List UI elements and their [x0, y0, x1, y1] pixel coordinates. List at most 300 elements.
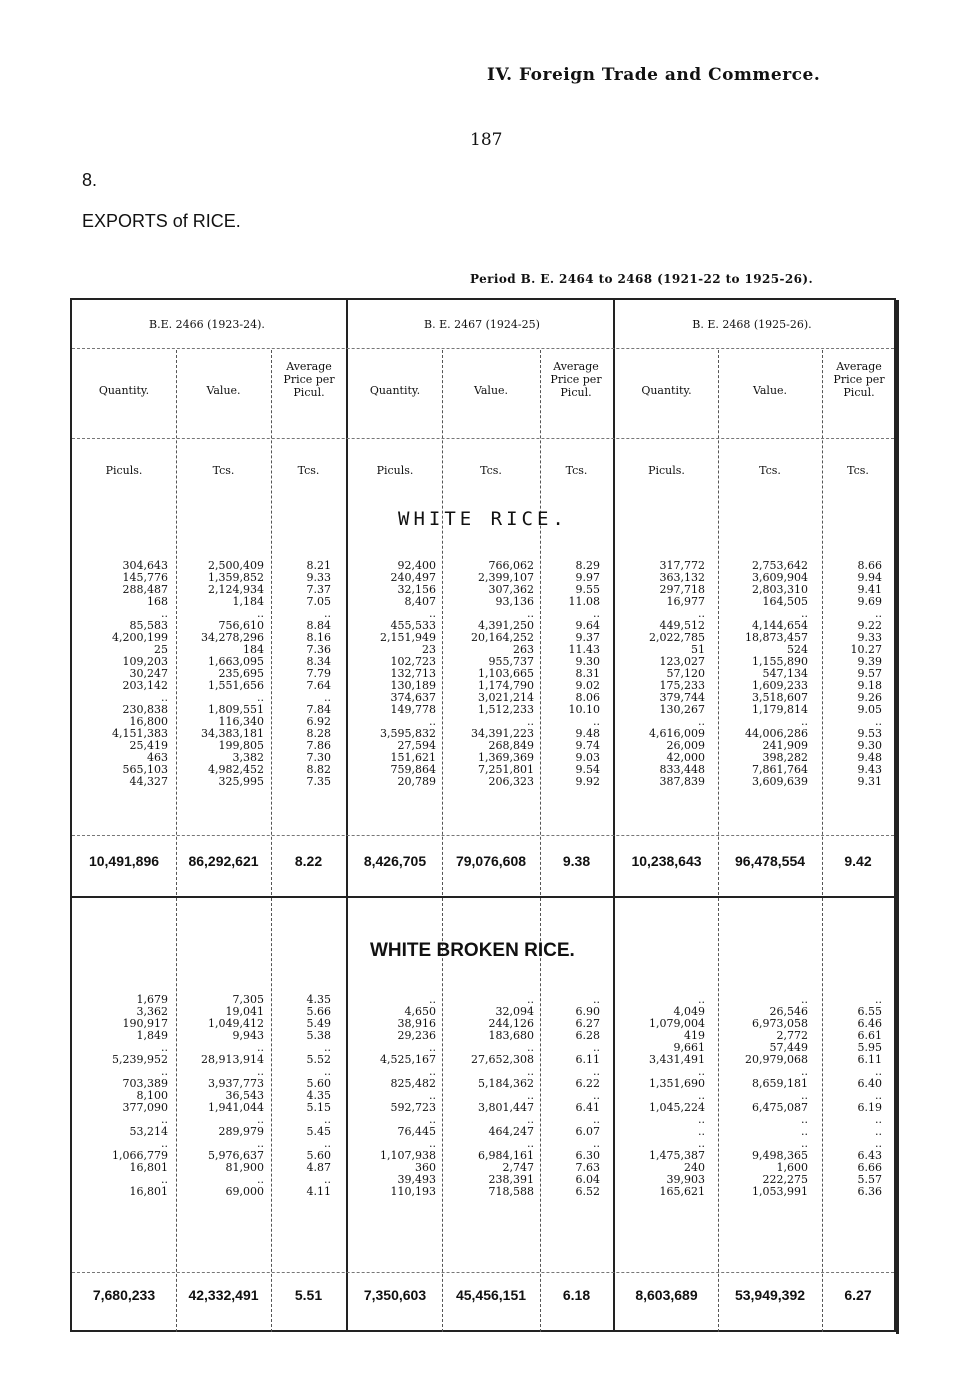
table-cell: 222,275 [762, 1173, 808, 1186]
table-cell: 3,362 [136, 1005, 168, 1018]
table-cell: 81,900 [225, 1161, 264, 1174]
table-cell: 360 [415, 1161, 436, 1174]
table-cell: .. [527, 1041, 534, 1054]
table-cell: 547,134 [762, 667, 808, 680]
table-cell: .. [801, 993, 808, 1006]
table-cell: .. [698, 715, 705, 728]
table-cell: 3,021,214 [478, 691, 534, 704]
table-cell: 53,214 [129, 1125, 168, 1138]
table-cell: 20,789 [397, 775, 436, 788]
table-cell: 9.41 [857, 583, 882, 596]
wr-total-2467-avg: 9.38 [562, 853, 591, 869]
table-cell: .. [593, 715, 600, 728]
table-cell: 2,151,949 [380, 631, 436, 644]
table-cell: 9.92 [575, 775, 600, 788]
table-cell: 123,027 [659, 655, 705, 668]
table-cell: .. [875, 1065, 882, 1078]
table-cell: 3,431,491 [649, 1053, 705, 1066]
wbr-2467-value [442, 994, 534, 1198]
table-cell: 398,282 [762, 751, 808, 764]
white-broken-rice-title: WHITE BROKEN RICE. [370, 940, 575, 961]
table-cell: .. [257, 691, 264, 704]
table-cell: 6.46 [857, 1017, 882, 1030]
table-cell: 34,278,296 [201, 631, 264, 644]
table-cell: 34,391,223 [471, 727, 534, 740]
table-cell: .. [257, 1065, 264, 1078]
table-cell: 23 [422, 643, 436, 656]
year-header-2467: B. E. 2467 (1924-25) [424, 318, 540, 331]
table-cell: 263 [513, 643, 534, 656]
table-cell: 16,801 [129, 1161, 168, 1174]
table-cell: 9.33 [857, 631, 882, 644]
table-cell: 1,369,369 [478, 751, 534, 764]
table-cell: 27,652,308 [471, 1053, 534, 1066]
table-cell: 2,772 [776, 1029, 808, 1042]
table-cell: 199,805 [218, 739, 264, 752]
table-cell: 6.07 [575, 1125, 600, 1138]
table-cell: 1,679 [136, 993, 168, 1006]
table-cell: 2,500,409 [208, 559, 264, 572]
table-cell: 165,621 [659, 1185, 705, 1198]
total-divider [72, 835, 894, 836]
table-cell: 7,251,801 [478, 763, 534, 776]
table-cell: .. [593, 1137, 600, 1150]
table-cell: 6.43 [857, 1149, 882, 1162]
table-cell: 4,616,009 [649, 727, 705, 740]
table-cell: 4.11 [306, 1185, 331, 1198]
table-cell: 387,839 [659, 775, 705, 788]
table-cell: 5,239,952 [112, 1053, 168, 1066]
table-cell: 20,979,068 [745, 1053, 808, 1066]
table-cell: 25 [154, 643, 168, 656]
table-cell: 463 [147, 751, 168, 764]
table-cell: 449,512 [659, 619, 705, 632]
table-cell: 9.31 [857, 775, 882, 788]
wbr-2466-quantity [72, 994, 168, 1198]
table-cell: 34,383,181 [201, 727, 264, 740]
table-cell: 8,407 [404, 595, 436, 608]
table-cell: .. [161, 1041, 168, 1054]
wbr-total-2466-quantity: 7,680,233 [92, 1287, 156, 1303]
table-cell: 1,359,852 [208, 571, 264, 584]
table-cell: 565,103 [122, 763, 168, 776]
table-cell: .. [161, 1173, 168, 1186]
table-cell: .. [801, 1065, 808, 1078]
unit-quantity: Piculs. [648, 464, 685, 477]
table-cell: .. [801, 1113, 808, 1126]
table-cell: .. [698, 1065, 705, 1078]
table-cell: 6.11 [857, 1053, 882, 1066]
table-cell: 1,053,991 [752, 1185, 808, 1198]
table-cell: 524 [787, 643, 808, 656]
table-cell: 8.34 [306, 655, 331, 668]
table-cell: 4.87 [306, 1161, 331, 1174]
col-header-value: Value. [473, 384, 509, 397]
table-cell: 102,723 [390, 655, 436, 668]
table-cell: 8.82 [306, 763, 331, 776]
table-cell: 110,193 [390, 1185, 436, 1198]
table-cell: .. [698, 993, 705, 1006]
table-cell: .. [875, 1137, 882, 1150]
col-header-value: Value. [752, 384, 788, 397]
table-cell: 28,913,914 [201, 1053, 264, 1066]
wr-total-2466-avg: 8.22 [294, 853, 323, 869]
wbr-2467-avg [540, 994, 600, 1198]
table-cell: 25,419 [129, 739, 168, 752]
table-cell: 6.27 [575, 1017, 600, 1030]
table-cell: 1,551,656 [208, 679, 264, 692]
unit-value: Tcs. [212, 464, 235, 477]
table-cell: .. [875, 607, 882, 620]
table-cell: .. [801, 1125, 808, 1138]
table-cell: 6,973,058 [752, 1017, 808, 1030]
table-cell: 11.08 [568, 595, 600, 608]
table-cell: 6,984,161 [478, 1149, 534, 1162]
table-cell: .. [161, 691, 168, 704]
table-cell: 9.94 [857, 571, 882, 584]
table-cell: 2,399,107 [478, 571, 534, 584]
table-cell: .. [257, 607, 264, 620]
table-cell: 825,482 [390, 1077, 436, 1090]
table-cell: 6.04 [575, 1173, 600, 1186]
table-cell: 1,049,412 [208, 1017, 264, 1030]
table-cell: 1,066,779 [112, 1149, 168, 1162]
table-cell: 4,049 [673, 1005, 705, 1018]
wbr-total-2468-avg: 6.27 [844, 1287, 872, 1303]
table-cell: 9.39 [857, 655, 882, 668]
wr-2466-quantity [72, 560, 168, 788]
table-cell: 1,107,938 [380, 1149, 436, 1162]
wr-2467-quantity [348, 560, 436, 788]
table-cell: 238,391 [488, 1173, 534, 1186]
table-cell: 8,659,181 [752, 1077, 808, 1090]
table-cell: 6.19 [857, 1101, 882, 1114]
table-cell: 304,643 [122, 559, 168, 572]
table-cell: 7.05 [306, 595, 331, 608]
table-cell: 92,400 [397, 559, 436, 572]
table-cell: 168 [147, 595, 168, 608]
table-cell: .. [429, 1065, 436, 1078]
table-cell: 8.84 [306, 619, 331, 632]
wr-2466-avg [271, 560, 331, 788]
unit-value: Tcs. [480, 464, 502, 477]
table-cell: 4,151,383 [112, 727, 168, 740]
table-cell: .. [875, 1125, 882, 1138]
table-cell: 51 [691, 643, 705, 656]
table-cell: .. [527, 1113, 534, 1126]
table-cell: 19,041 [225, 1005, 264, 1018]
table-cell: .. [429, 607, 436, 620]
table-cell: 3,382 [232, 751, 264, 764]
col-header-quantity: Quantity. [98, 384, 150, 397]
table-cell: .. [527, 1137, 534, 1150]
table-cell: 1,849 [136, 1029, 168, 1042]
table-cell: 6.36 [857, 1185, 882, 1198]
table-cell: 7.30 [306, 751, 331, 764]
wr-total-2466-value: 86,292,621 [188, 853, 259, 869]
table-cell: 11.43 [568, 643, 600, 656]
table-cell: 4,200,199 [112, 631, 168, 644]
table-cell: 145,776 [122, 571, 168, 584]
table-cell: 325,995 [218, 775, 264, 788]
table-cell: 39,493 [397, 1173, 436, 1186]
table-cell: 175,233 [659, 679, 705, 692]
table-cell: .. [698, 1137, 705, 1150]
period-line: Period B. E. 2464 to 2468 (1921-22 to 1925-26). [470, 272, 814, 286]
table-cell: 9.53 [857, 727, 882, 740]
wbr-2467-quantity [348, 994, 436, 1198]
table-cell: 9.74 [575, 739, 600, 752]
table-cell: 8.66 [857, 559, 882, 572]
table-cell: 8.06 [575, 691, 600, 704]
table-cell: .. [527, 1065, 534, 1078]
table-cell: 44,327 [129, 775, 168, 788]
wbr-2468-value [718, 994, 808, 1198]
wr-total-2466-quantity: 10,491,896 [88, 853, 160, 869]
table-cell: 1,475,387 [649, 1149, 705, 1162]
table-cell: .. [429, 993, 436, 1006]
wbr-total-2467-value: 45,456,151 [455, 1287, 527, 1303]
table-cell: 1,351,690 [649, 1077, 705, 1090]
table-cell: 8.29 [575, 559, 600, 572]
section-title: EXPORTS of RICE. [82, 211, 241, 231]
table-cell: 235,695 [218, 667, 264, 680]
table-cell: 703,389 [122, 1077, 168, 1090]
table-cell: .. [593, 1113, 600, 1126]
table-cell: .. [527, 993, 534, 1006]
header-divider [72, 348, 894, 349]
table-cell: 1,045,224 [649, 1101, 705, 1114]
table-cell: 592,723 [390, 1101, 436, 1114]
unit-avg: Tcs. [297, 464, 320, 477]
table-cell: 6.30 [575, 1149, 600, 1162]
table-cell: 1,663,095 [208, 655, 264, 668]
table-cell: 833,448 [659, 763, 705, 776]
table-cell: 8.21 [306, 559, 331, 572]
table-cell: 206,323 [488, 775, 534, 788]
table-cell: 379,744 [659, 691, 705, 704]
table-cell: .. [875, 715, 882, 728]
table-cell: 6.52 [575, 1185, 600, 1198]
table-cell: 26,009 [666, 739, 705, 752]
table-cell: .. [593, 1089, 600, 1102]
table-cell: 3,801,447 [478, 1101, 534, 1114]
table-cell: 93,136 [495, 595, 534, 608]
table-cell: 85,583 [129, 619, 168, 632]
table-cell: .. [527, 1089, 534, 1102]
table-cell: 2,022,785 [649, 631, 705, 644]
table-cell: 9.97 [575, 571, 600, 584]
table-cell: .. [429, 1041, 436, 1054]
table-cell: 116,340 [218, 715, 264, 728]
table-cell: 297,718 [659, 583, 705, 596]
table-cell: 132,713 [390, 667, 436, 680]
table-cell: 7.86 [306, 739, 331, 752]
table-cell: .. [429, 715, 436, 728]
table-cell: 9.54 [575, 763, 600, 776]
table-cell: 3,518,607 [752, 691, 808, 704]
wbr-2466-value [176, 994, 264, 1198]
table-cell: .. [698, 607, 705, 620]
table-cell: 464,247 [488, 1125, 534, 1138]
table-cell: 5,976,637 [208, 1149, 264, 1162]
table-cell: 8,100 [136, 1089, 168, 1102]
table-cell: 5.95 [857, 1041, 882, 1054]
table-cell: .. [429, 1137, 436, 1150]
table-cell: 307,362 [488, 583, 534, 596]
table-cell: .. [875, 1113, 882, 1126]
table-cell: .. [257, 1041, 264, 1054]
table-cell: .. [324, 1113, 331, 1126]
wr-2467-avg [540, 560, 600, 788]
table-cell: 109,203 [122, 655, 168, 668]
table-cell: 10.10 [568, 703, 600, 716]
table-cell: 1,809,551 [208, 703, 264, 716]
wbr-total-2468-quantity: 8,603,689 [635, 1287, 698, 1303]
table-cell: 244,126 [488, 1017, 534, 1030]
table-cell: 9.69 [857, 595, 882, 608]
table-cell: 183,680 [488, 1029, 534, 1042]
table-cell: 26,546 [769, 1005, 808, 1018]
table-cell: 6,475,087 [752, 1101, 808, 1114]
table-cell: 9.43 [857, 763, 882, 776]
table-cell: 3,595,832 [380, 727, 436, 740]
table-cell: 1,600 [776, 1161, 808, 1174]
table-cell: 29,236 [397, 1029, 436, 1042]
table-cell: 7.63 [575, 1161, 600, 1174]
table-cell: 8.31 [575, 667, 600, 680]
table-cell: .. [698, 1113, 705, 1126]
table-cell: 57,120 [666, 667, 705, 680]
table-cell: .. [324, 1065, 331, 1078]
table-cell: 766,062 [488, 559, 534, 572]
table-cell: 5.57 [857, 1173, 882, 1186]
table-cell: 130,189 [390, 679, 436, 692]
col-header-avg: Average Price per Picul. [283, 360, 335, 399]
table-cell: 1,941,044 [208, 1101, 264, 1114]
table-cell: .. [801, 1137, 808, 1150]
table-cell: 5.60 [306, 1077, 331, 1090]
table-cell: 57,449 [769, 1041, 808, 1054]
section-divider [72, 896, 894, 898]
table-cell: 6.41 [575, 1101, 600, 1114]
table-cell: 27,594 [397, 739, 436, 752]
table-cell: 130,267 [659, 703, 705, 716]
table-cell: 6.28 [575, 1029, 600, 1042]
table-cell: 69,000 [225, 1185, 264, 1198]
table-cell: .. [324, 1137, 331, 1150]
wbr-total-2467-avg: 6.18 [562, 1287, 591, 1303]
table-cell: 6.66 [857, 1161, 882, 1174]
table-cell: .. [593, 1041, 600, 1054]
table-cell: .. [801, 1089, 808, 1102]
year-header-2466: B.E. 2466 (1923-24). [149, 318, 265, 331]
table-cell: 3,937,773 [208, 1077, 264, 1090]
table-cell: 955,737 [488, 655, 534, 668]
table-cell: .. [875, 993, 882, 1006]
table-cell: 5.15 [306, 1101, 331, 1114]
table-cell: .. [593, 1065, 600, 1078]
wbr-2468-quantity [615, 994, 705, 1198]
table-cell: 20,164,252 [471, 631, 534, 644]
table-cell: 268,849 [488, 739, 534, 752]
table-cell: .. [161, 1113, 168, 1126]
table-cell: .. [324, 1041, 331, 1054]
table-cell: 4,650 [404, 1005, 436, 1018]
running-header: IV. Foreign Trade and Commerce. [487, 65, 821, 85]
table-cell: 36,543 [225, 1089, 264, 1102]
table-cell: .. [875, 1089, 882, 1102]
table-cell: .. [698, 1089, 705, 1102]
table-cell: 44,006,286 [745, 727, 808, 740]
table-cell: 4,982,452 [208, 763, 264, 776]
table-cell: 3,609,639 [752, 775, 808, 788]
table-cell: .. [257, 1137, 264, 1150]
table-cell: 9.02 [575, 679, 600, 692]
table-cell: .. [324, 607, 331, 620]
table-cell: 1,174,790 [478, 679, 534, 692]
wr-2468-quantity [615, 560, 705, 788]
table-cell: 9.37 [575, 631, 600, 644]
table-cell: .. [161, 1065, 168, 1078]
table-cell: 9.26 [857, 691, 882, 704]
page-number: 187 [470, 130, 503, 150]
table-cell: 32,094 [495, 1005, 534, 1018]
table-cell: 1,079,004 [649, 1017, 705, 1030]
table-cell: 455,533 [390, 619, 436, 632]
table-cell: .. [698, 1125, 705, 1138]
wr-2468-value [718, 560, 808, 788]
wbr-2466-avg [271, 994, 331, 1198]
table-cell: .. [593, 607, 600, 620]
table-cell: 38,916 [397, 1017, 436, 1030]
table-cell: 9.18 [857, 679, 882, 692]
table-cell: .. [161, 607, 168, 620]
table-cell: 419 [684, 1029, 705, 1042]
table-cell: 317,772 [659, 559, 705, 572]
unit-quantity: Piculs. [105, 464, 143, 477]
wr-total-2467-value: 79,076,608 [455, 853, 527, 869]
exports-table [70, 298, 896, 1332]
table-cell: 6.90 [575, 1005, 600, 1018]
wr-2467-value [442, 560, 534, 788]
table-cell: 4,144,654 [752, 619, 808, 632]
table-cell: 7.35 [306, 775, 331, 788]
table-cell: 7.37 [306, 583, 331, 596]
table-cell: 8.28 [306, 727, 331, 740]
table-cell: 241,909 [762, 739, 808, 752]
table-cell: 7.79 [306, 667, 331, 680]
table-cell: 1,155,890 [752, 655, 808, 668]
table-cell: 759,864 [390, 763, 436, 776]
table-cell: 5.45 [306, 1125, 331, 1138]
table-cell: .. [161, 1137, 168, 1150]
table-cell: 76,445 [397, 1125, 436, 1138]
table-cell: 8.16 [306, 631, 331, 644]
table-cell: 1,103,665 [478, 667, 534, 680]
section-number: 8. [82, 170, 98, 190]
table-cell: 9.33 [306, 571, 331, 584]
table-cell: 7.36 [306, 643, 331, 656]
table-cell: 756,610 [218, 619, 264, 632]
table-cell: 2,803,310 [752, 583, 808, 596]
wr-2468-avg [822, 560, 882, 788]
col-header-quantity: Quantity. [641, 384, 692, 397]
table-cell: .. [527, 715, 534, 728]
table-cell: 10.27 [850, 643, 882, 656]
table-cell: 32,156 [397, 583, 436, 596]
table-cell: 3,609,904 [752, 571, 808, 584]
